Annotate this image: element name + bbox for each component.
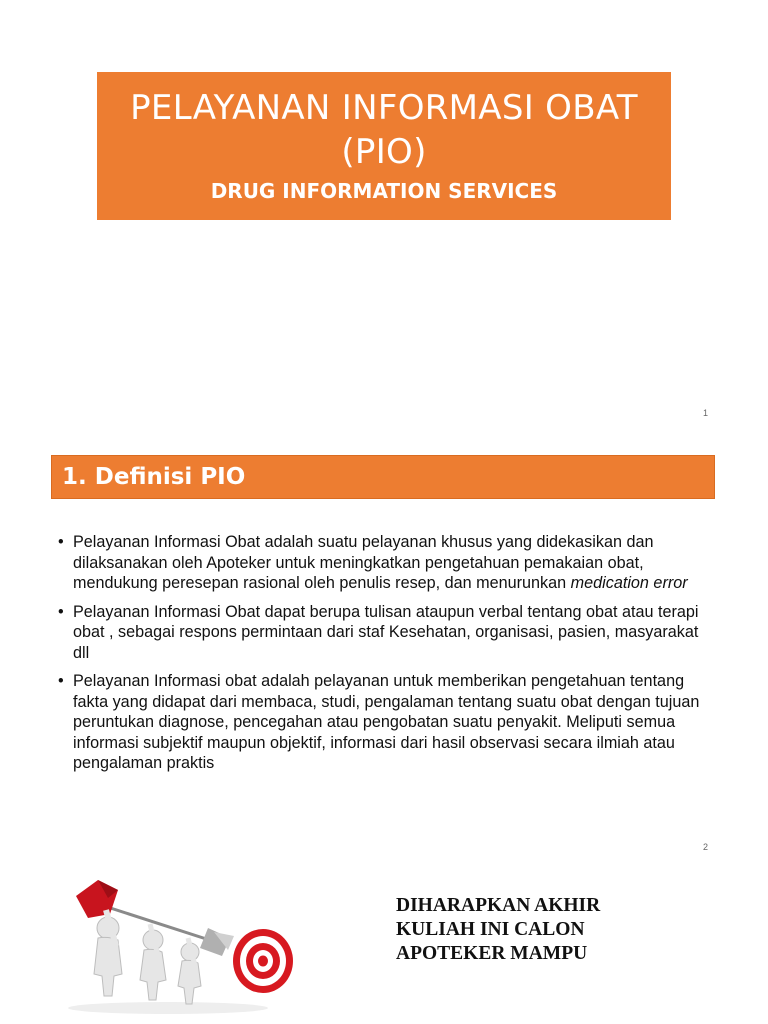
section-heading: 1. Definisi PIO	[51, 455, 715, 499]
figures-pulling-dart-toward-target-icon	[58, 866, 308, 1016]
slide-subtitle: DRUG INFORMATION SERVICES	[210, 179, 558, 203]
page-number: 1	[702, 408, 708, 418]
bullet-dot-icon: •	[58, 602, 64, 621]
closing-statement: DIHARAPKAN AKHIR KULIAH INI CALON APOTEKER MAMPU	[396, 895, 601, 964]
slide-1	[0, 0, 768, 430]
page-number: 2	[702, 842, 708, 852]
bullet-dot-icon: •	[58, 533, 64, 551]
bullet-text: Pelayanan Informasi obat adalah pelayanan untuk memberikan pengetahuan tentang fakta yang didapat dari membaca, studi, pengalaman tentang suatu obat dengan tujuan peruntukan diagnose, pencegahan atau pengobatan suatu penyakit. Meliputi semua informasi subjektif maupun objektif, informasi dari hasil observasi secara ilmiah atau pengalaman praktis	[73, 672, 700, 772]
slide-2	[0, 430, 768, 858]
bullet-italic-term: medication error	[570, 574, 688, 592]
title-box	[97, 72, 671, 220]
bullet-item	[56, 532, 716, 594]
slide-3	[0, 858, 768, 1024]
bullet-text: Pelayanan Informasi Obat adalah suatu pelayanan khusus yang didekasikan dan dilaksanakan oleh Apoteker untuk meningkatkan pengetahuan pemakaian obat, mendukung peresepan rasional oleh penulis resep, dan menurunkan	[73, 533, 654, 592]
bullet-dot-icon: •	[58, 672, 64, 690]
slide-title: PELAYANAN INFORMASI OBAT (PIO)	[130, 88, 638, 172]
bullet-item	[56, 602, 716, 664]
bullet-item	[56, 671, 716, 774]
bullet-list	[56, 532, 716, 782]
bullet-text: Pelayanan Informasi Obat dapat berupa tulisan ataupun verbal tentang obat atau terapi obat , sebagai respons permintaan dari staf Kesehatan, organisasi, pasien, masyarakat dll	[73, 602, 699, 662]
target-icon	[233, 929, 293, 993]
